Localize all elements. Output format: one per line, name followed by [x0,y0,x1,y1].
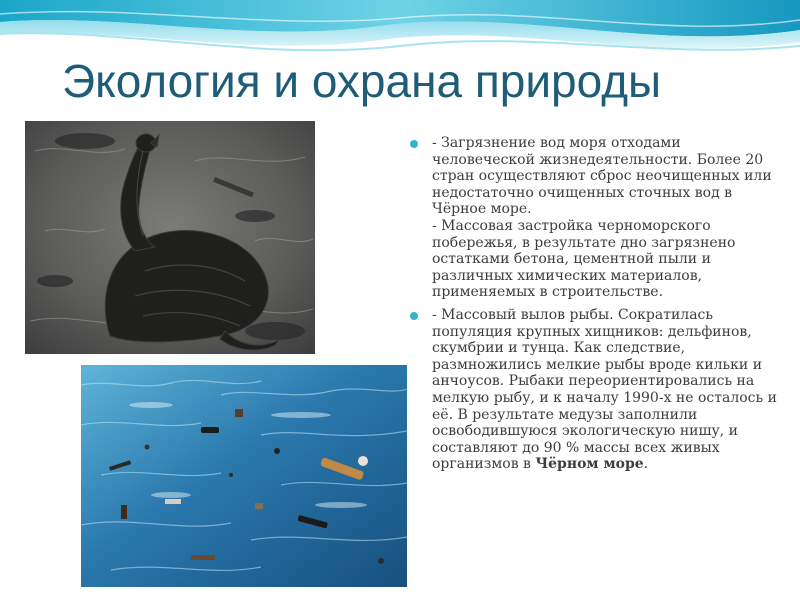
sentence-end: . [643,456,649,473]
black-sea-bold-text: Чёрном море [535,456,644,473]
bullet-list [410,135,780,473]
bullet-item-pollution [410,135,780,301]
bullet-dot-icon [410,312,418,320]
oil-covered-swan-photo [25,121,315,354]
polluted-sea-water-photo [81,365,407,587]
paragraph-waste-pollution: - Загрязнение вод моря отходами человеческой жизнедеятельности. Более 20 стран осуществляют сброс неочищенных или недостаточно очищенных сточных вод в Чёрное море. [432,135,772,218]
bullet-dot-icon [410,140,418,148]
slide-title: Экология и охрана природы [62,55,662,107]
paragraph-overfishing: - Массовый вылов рыбы. Сократилась популяция крупных хищников: дельфинов, скумбрии и тунца. Как следствие, размножились мелкие рыбы вроде кильки и анчоусов. Рыбаки переориентировались на мелкую рыбу, и к началу 1990-х не осталось и её. В результате медузы заполнили освободившуюся экологическую нишу, и составляют до 90 % массы всех живых организмов в [432,306,777,473]
bullet-item-overfishing [410,307,780,473]
paragraph-coastal-construction: - Массовая застройка черноморского побережья, в результате дно загрязнено остатками бетона, цементной пыли и различных химических материалов, применяемых в строительстве. [432,217,736,301]
